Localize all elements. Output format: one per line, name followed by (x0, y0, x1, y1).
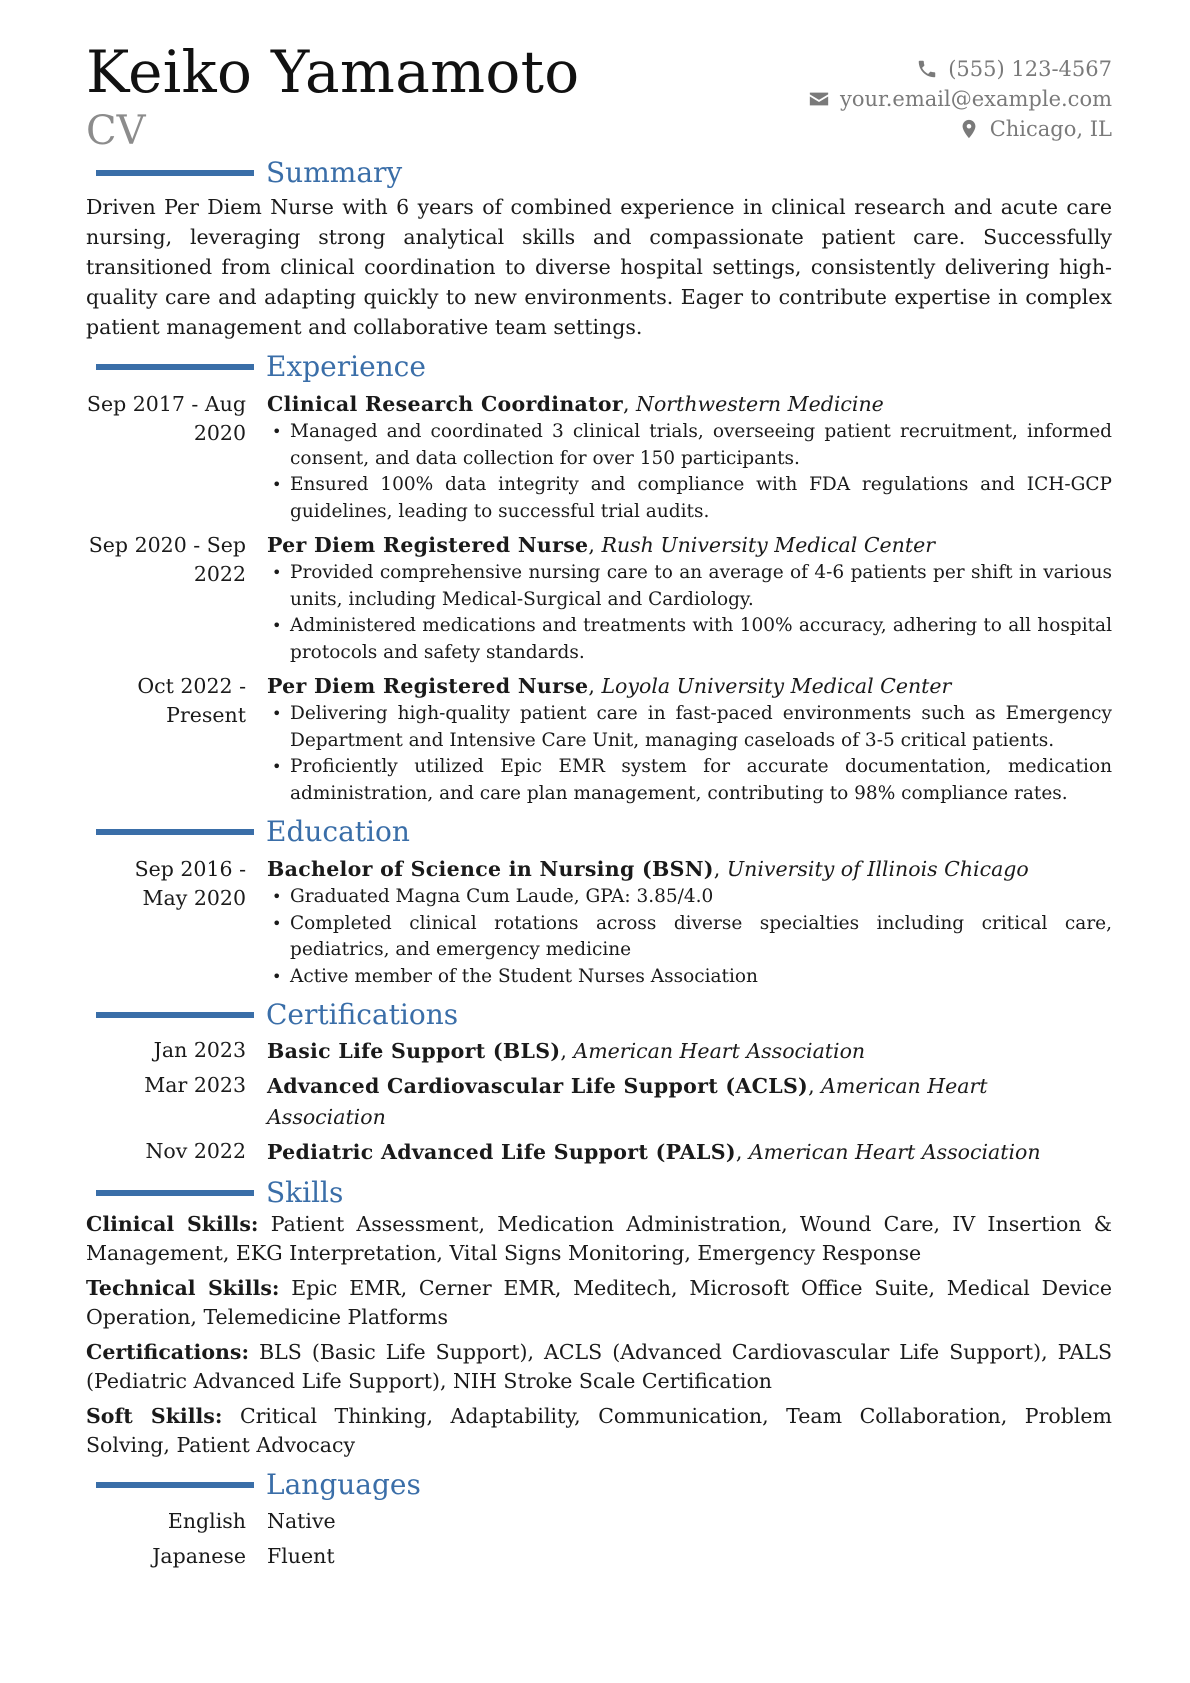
contact-location (808, 114, 1112, 144)
bullet-item: • Delivering high-quality patient care in fast-paced environments such as Emergency Department and Intensive Care Unit, managing caseloads of 3-5 critical patients. (267, 701, 1112, 754)
job-role: Clinical Research Coordinator (267, 392, 623, 416)
language-level: Native (267, 1509, 336, 1533)
bullet-item: • Ensured 100% data integrity and compliance with FDA regulations and ICH-GCP guidelines, leading to successful trial audits. (267, 472, 1112, 525)
section-accent-bar (96, 829, 254, 835)
section-accent-bar (96, 170, 254, 176)
issuer: American Heart Association (267, 1074, 988, 1129)
skill-group (86, 1402, 1112, 1460)
skill-label: Soft Skills: (86, 1404, 223, 1428)
employer: Loyola University Medical Center (601, 674, 952, 698)
entry-title: Per Diem Registered Nurse, Loyola University Medical Center (267, 674, 952, 698)
institution: University of Illinois Chicago (726, 857, 1029, 881)
language-name: English (167, 1509, 246, 1533)
language-name: Japanese (152, 1544, 246, 1568)
certifications-heading (86, 998, 1112, 1032)
contact-email[interactable] (808, 84, 1112, 114)
entry-title: Basic Life Support (BLS), American Heart Association (267, 1039, 866, 1063)
entry-date: Sep 2016 - May 2020 (134, 857, 246, 910)
section-accent-bar (96, 364, 254, 370)
map-marker-icon (958, 118, 980, 140)
experience-entry (86, 390, 1112, 525)
entry-date: Jan 2023 (153, 1038, 246, 1062)
skill-group (86, 1338, 1112, 1396)
email-text: your.email@example.com (839, 87, 1112, 111)
entry-title: Pediatric Advanced Life Support (PALS), American Heart Association (267, 1140, 1041, 1164)
bullet-item: • Administered medications and treatments with 100% accuracy, adhering to all hospital protocols and safety standards. (267, 613, 1112, 666)
entry-date: Nov 2022 (145, 1139, 246, 1163)
skill-text: Patient Assessment, Medication Administration, Wound Care, IV Insertion & Management, EKG Interpretation, Vital Signs Monitoring, Emergency Response (86, 1212, 1112, 1265)
skill-text: Epic EMR, Cerner EMR, Meditech, Microsoft Office Suite, Medical Device Operation, Telemedicine Platforms (86, 1276, 1112, 1329)
bullet-item: • Provided comprehensive nursing care to an average of 4-6 patients per shift in various units, including Medical-Surgical and Cardiology. (267, 560, 1112, 613)
section-title: Experience (266, 350, 426, 383)
skill-label: Clinical Skills: (86, 1212, 259, 1236)
job-role: Per Diem Registered Nurse (267, 533, 589, 557)
skill-text: BLS (Basic Life Support), ACLS (Advanced Cardiovascular Life Support), PALS (Pediatric Advanced Life Support), NIH Stroke Scale Certification (86, 1340, 1112, 1393)
certification-name: Basic Life Support (BLS) (267, 1039, 561, 1063)
education-heading (86, 815, 1112, 849)
certification-entry (86, 1137, 1112, 1168)
employer: Rush University Medical Center (601, 533, 936, 557)
section-accent-bar (96, 1012, 254, 1018)
contact-block (808, 54, 1112, 144)
section-title: Education (266, 815, 410, 848)
experience-entry (86, 531, 1112, 666)
entry-date: Mar 2023 (144, 1073, 246, 1097)
skill-text: Critical Thinking, Adaptability, Communication, Team Collaboration, Problem Solving, Patient Advocacy (86, 1404, 1112, 1457)
languages-heading (86, 1468, 1112, 1502)
bullet-item: • Managed and coordinated 3 clinical trials, overseeing patient recruitment, informed consent, and data collection for over 150 participants. (267, 419, 1112, 472)
job-role: Per Diem Registered Nurse (267, 674, 589, 698)
document-subtitle: CV (86, 108, 146, 154)
bullet-item: • Active member of the Student Nurses Association (267, 964, 1112, 991)
entry-title: Advanced Cardiovascular Life Support (ACLS), American Heart Association (267, 1074, 988, 1129)
section-title: Skills (266, 1176, 344, 1209)
section-title: Certifications (266, 998, 459, 1031)
bullet-item: • Proficiently utilized Epic EMR system for accurate documentation, medication administration, and care plan management, contributing to 98% compliance rates. (267, 754, 1112, 807)
section-title: Languages (266, 1468, 421, 1501)
degree: Bachelor of Science in Nursing (BSN) (267, 857, 714, 881)
contact-phone[interactable] (808, 54, 1112, 84)
skills-heading (86, 1176, 1112, 1210)
summary-text: Driven Per Diem Nurse with 6 years of combined experience in clinical research and acute care nursing, leveraging strong analytical skills and compassionate patient care. Successfully transitioned from clinical coordination to diverse hospital settings, consistently delivering high-quality care and adapting quickly to new environments. Eager to contribute expertise in complex patient management and collaborative team settings. (86, 195, 1112, 339)
envelope-icon (808, 88, 830, 110)
employer: Northwestern Medicine (636, 392, 884, 416)
language-entry (86, 1505, 1112, 1537)
issuer: American Heart Association (573, 1039, 866, 1063)
language-entry (86, 1540, 1112, 1572)
skill-label: Certifications: (86, 1340, 250, 1364)
experience-heading (86, 350, 1112, 384)
cv-header (86, 40, 1112, 154)
skill-label: Technical Skills: (86, 1276, 280, 1300)
entry-date: Sep 2017 - Aug 2020 (86, 392, 246, 445)
phone-text: (555) 123-4567 (948, 57, 1112, 81)
cv-page (86, 40, 1112, 1572)
entry-date: Oct 2022 - Present (137, 674, 246, 727)
entry-date: Sep 2020 - Sep 2022 (88, 533, 246, 586)
person-name: Keiko Yamamoto (86, 38, 580, 106)
experience-entry (86, 672, 1112, 807)
entry-title: Bachelor of Science in Nursing (BSN), University of Illinois Chicago (267, 857, 1029, 881)
skill-group (86, 1274, 1112, 1332)
entry-title: Clinical Research Coordinator, Northwestern Medicine (267, 392, 884, 416)
education-entry (86, 855, 1112, 990)
phone-icon (916, 58, 938, 80)
skill-group (86, 1210, 1112, 1268)
summary-heading (86, 156, 1112, 190)
entry-title: Per Diem Registered Nurse, Rush University Medical Center (267, 533, 936, 557)
certification-name: Advanced Cardiovascular Life Support (ACLS) (267, 1074, 809, 1098)
bullet-item: • Completed clinical rotations across diverse specialties including critical care, pediatrics, and emergency medicine (267, 911, 1112, 964)
certification-entry (86, 1071, 1112, 1133)
location-text: Chicago, IL (989, 117, 1112, 141)
section-title: Summary (266, 156, 403, 189)
certification-name: Pediatric Advanced Life Support (PALS) (267, 1140, 736, 1164)
certification-entry (86, 1036, 1112, 1067)
section-accent-bar (96, 1482, 254, 1488)
bullet-item: • Graduated Magna Cum Laude, GPA: 3.85/4.0 (267, 884, 1112, 911)
language-level: Fluent (267, 1544, 335, 1568)
issuer: American Heart Association (748, 1140, 1041, 1164)
section-accent-bar (96, 1190, 254, 1196)
